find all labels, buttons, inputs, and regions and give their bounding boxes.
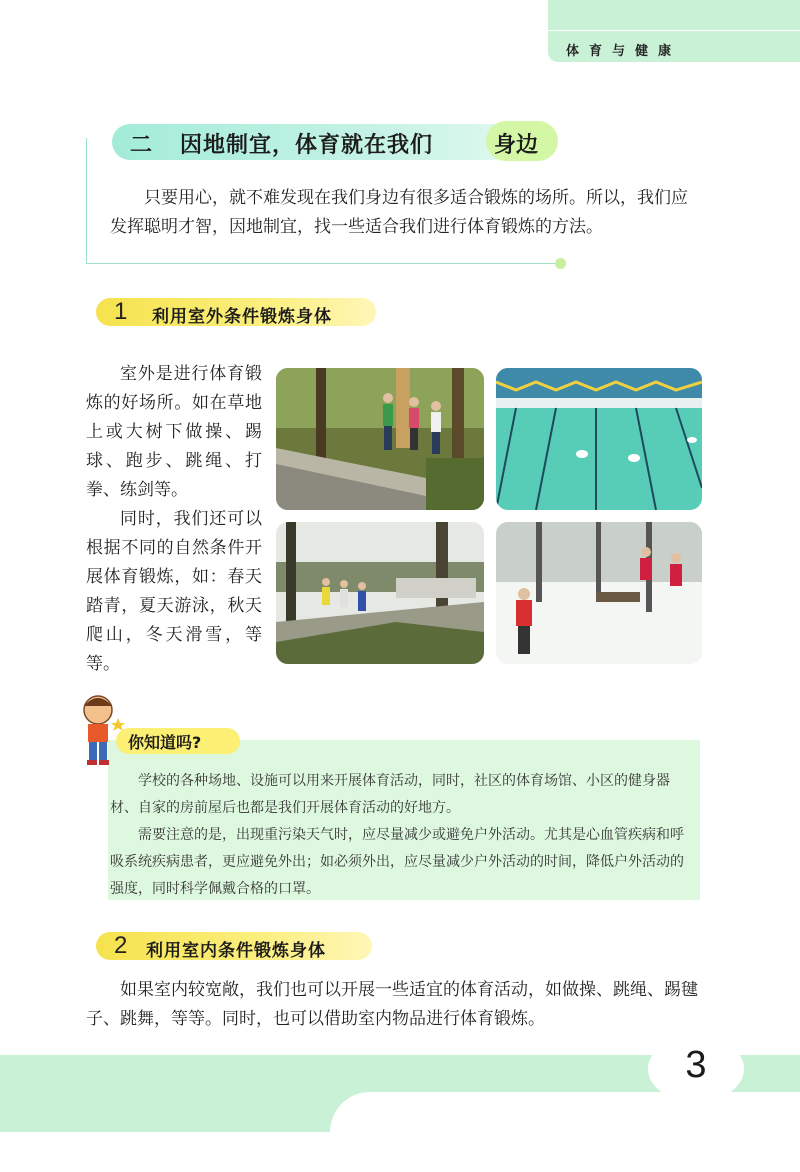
photo-swimming-pool xyxy=(496,368,702,510)
section-frame-line xyxy=(86,263,560,264)
did-you-know-paragraph: 学校的各种场地、设施可以用来开展体育活动，同时，社区的体育场馆、小区的健身器材、自家的房前屋后也都是我们开展体育活动的好地方。 xyxy=(110,773,670,816)
page-number: 3 xyxy=(685,1044,707,1086)
did-you-know-text xyxy=(110,768,690,903)
subsection-title: 利用室内条件锻炼身体 xyxy=(146,941,326,961)
indoor-paragraph: 如果室内较宽敞，我们也可以开展一些适宜的体育活动，如做操、跳绳、踢毽子、跳舞，等等。同时，也可以借助室内物品进行体育锻炼。 xyxy=(86,980,698,1029)
section-intro-paragraph: 只要用心，就不难发现在我们身边有很多适合锻炼的场所。所以，我们应发挥聪明才智，因地制宜，找一些适合我们进行体育锻炼的方法。 xyxy=(110,188,688,237)
section-frame-dot xyxy=(555,258,566,269)
photo-snow-walk xyxy=(496,522,702,664)
section-title-bubble-text: 身边 xyxy=(494,133,539,158)
outdoor-paragraph: 同时，我们还可以根据不同的自然条件开展体育锻炼，如：春天踏青，夏天游泳，秋天爬山，冬天滑雪，等等。 xyxy=(86,509,262,674)
subsection-number: 1 xyxy=(114,298,128,325)
indoor-text xyxy=(86,976,706,1034)
section-number: 二 xyxy=(130,133,153,158)
photo-park-walk xyxy=(276,522,484,664)
did-you-know-paragraph: 需要注意的是，出现重污染天气时，应尽量减少或避免户外活动。尤其是心血管疾病和呼吸系统疾病患者，更应避免外出；如必须外出，应尽量减少户外活动的时间，降低户外活动的强度，同时科学佩戴合格的口罩。 xyxy=(110,827,684,897)
subsection-number: 2 xyxy=(114,932,128,959)
footer-curve xyxy=(330,1092,800,1172)
section-title: 因地制宜，体育就在我们 xyxy=(180,133,434,158)
subsection-title: 利用室外条件锻炼身体 xyxy=(152,307,332,327)
did-you-know-title: 你知道吗? xyxy=(128,733,202,752)
photo-woodland-running xyxy=(276,368,484,510)
outdoor-text xyxy=(86,360,262,679)
outdoor-paragraph: 室外是进行体育锻炼的好场所。如在草地上或大树下做操、踢球、跑步、跳绳、打拳、练剑等。 xyxy=(86,364,262,500)
section-frame-line xyxy=(86,138,87,264)
running-header: 体育与健康 xyxy=(566,44,682,59)
